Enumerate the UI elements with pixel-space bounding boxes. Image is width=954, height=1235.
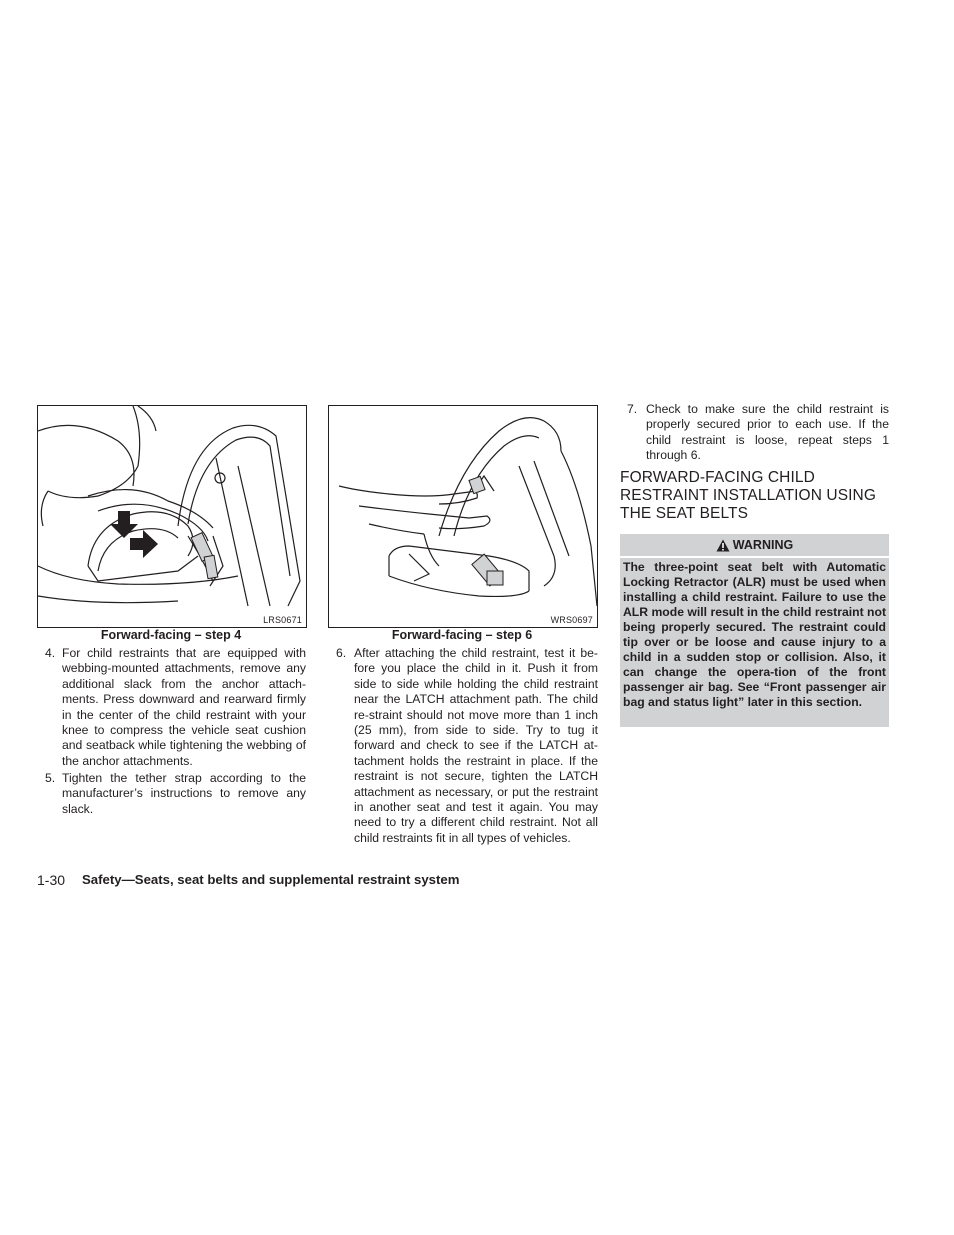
step-4 [45, 646, 306, 769]
warning-header [620, 534, 889, 556]
step-number: 7. [627, 402, 638, 416]
step-text: After attaching the child restraint, test it be-fore you place the child in it. Push it from side to side while holding the child restraint near the LATCH attachment path. The child re-straint should not move more than 1 inch (25 mm), from side to side. Try to tug it forward and check to see if the LATCH at-tachment holds the restraint in place. If the restraint is not secure, tighten the LATCH attachment as necessary, or put the restraint in another seat and test it again. You may need to try a different child restraint. Not all child restraints fit in all types of vehicles. [354, 646, 598, 845]
step-number: 4. [45, 646, 56, 660]
chapter-title: Safety—Seats, seat belts and supplemental restraint system [82, 872, 460, 887]
warning-label: WARNING [732, 538, 794, 552]
step-text: For child restraints that are equipped with webbing-mounted attachments, remove any additional slack from the anchor attach-ments. Press downward and rearward firmly in the center of the child restraint with your knee to compress the vehicle seat cushion and seatback while tightening the webbing of the anchor attachments. [62, 646, 306, 768]
warning-triangle-icon [716, 539, 730, 552]
step-number: 5. [45, 771, 56, 785]
figure-step-4 [37, 405, 307, 628]
step-text: Tighten the tether strap according to the manufacturer’s instructions to remove any slack. [62, 771, 306, 816]
step-7 [627, 402, 889, 464]
figure-code: LRS0671 [263, 615, 302, 625]
figure-caption: Forward-facing – step 6 [391, 628, 533, 642]
section-title: FORWARD-FACING CHILD RESTRAINT INSTALLATION USING THE SEAT BELTS [620, 469, 877, 522]
step-5 [45, 771, 306, 817]
step-text: Check to make sure the child restraint is properly secured prior to each use. If the child restraint is loose, repeat steps 1 through 6. [646, 402, 889, 463]
step-6 [336, 646, 598, 846]
figure-step-6 [328, 405, 598, 628]
figure-code: WRS0697 [550, 615, 593, 625]
child-seat-latch-illustration [329, 406, 597, 627]
child-seat-knee-illustration [38, 406, 306, 627]
warning-text: The three-point seat belt with Automatic Locking Retractor (ALR) must be used when installing a child restraint. Failure to use the ALR mode will result in the child restraint not being properly secured. The restraint could tip over or be loose and cause injury to a child in a sudden stop or collision. Also, it can change the opera-tion of the front passenger air bag. See “Front passenger air bag and status light” later in this section. [620, 558, 889, 727]
page-number: 1-30 [37, 872, 66, 888]
figure-caption: Forward-facing – step 4 [100, 628, 242, 642]
step-number: 6. [336, 646, 347, 660]
